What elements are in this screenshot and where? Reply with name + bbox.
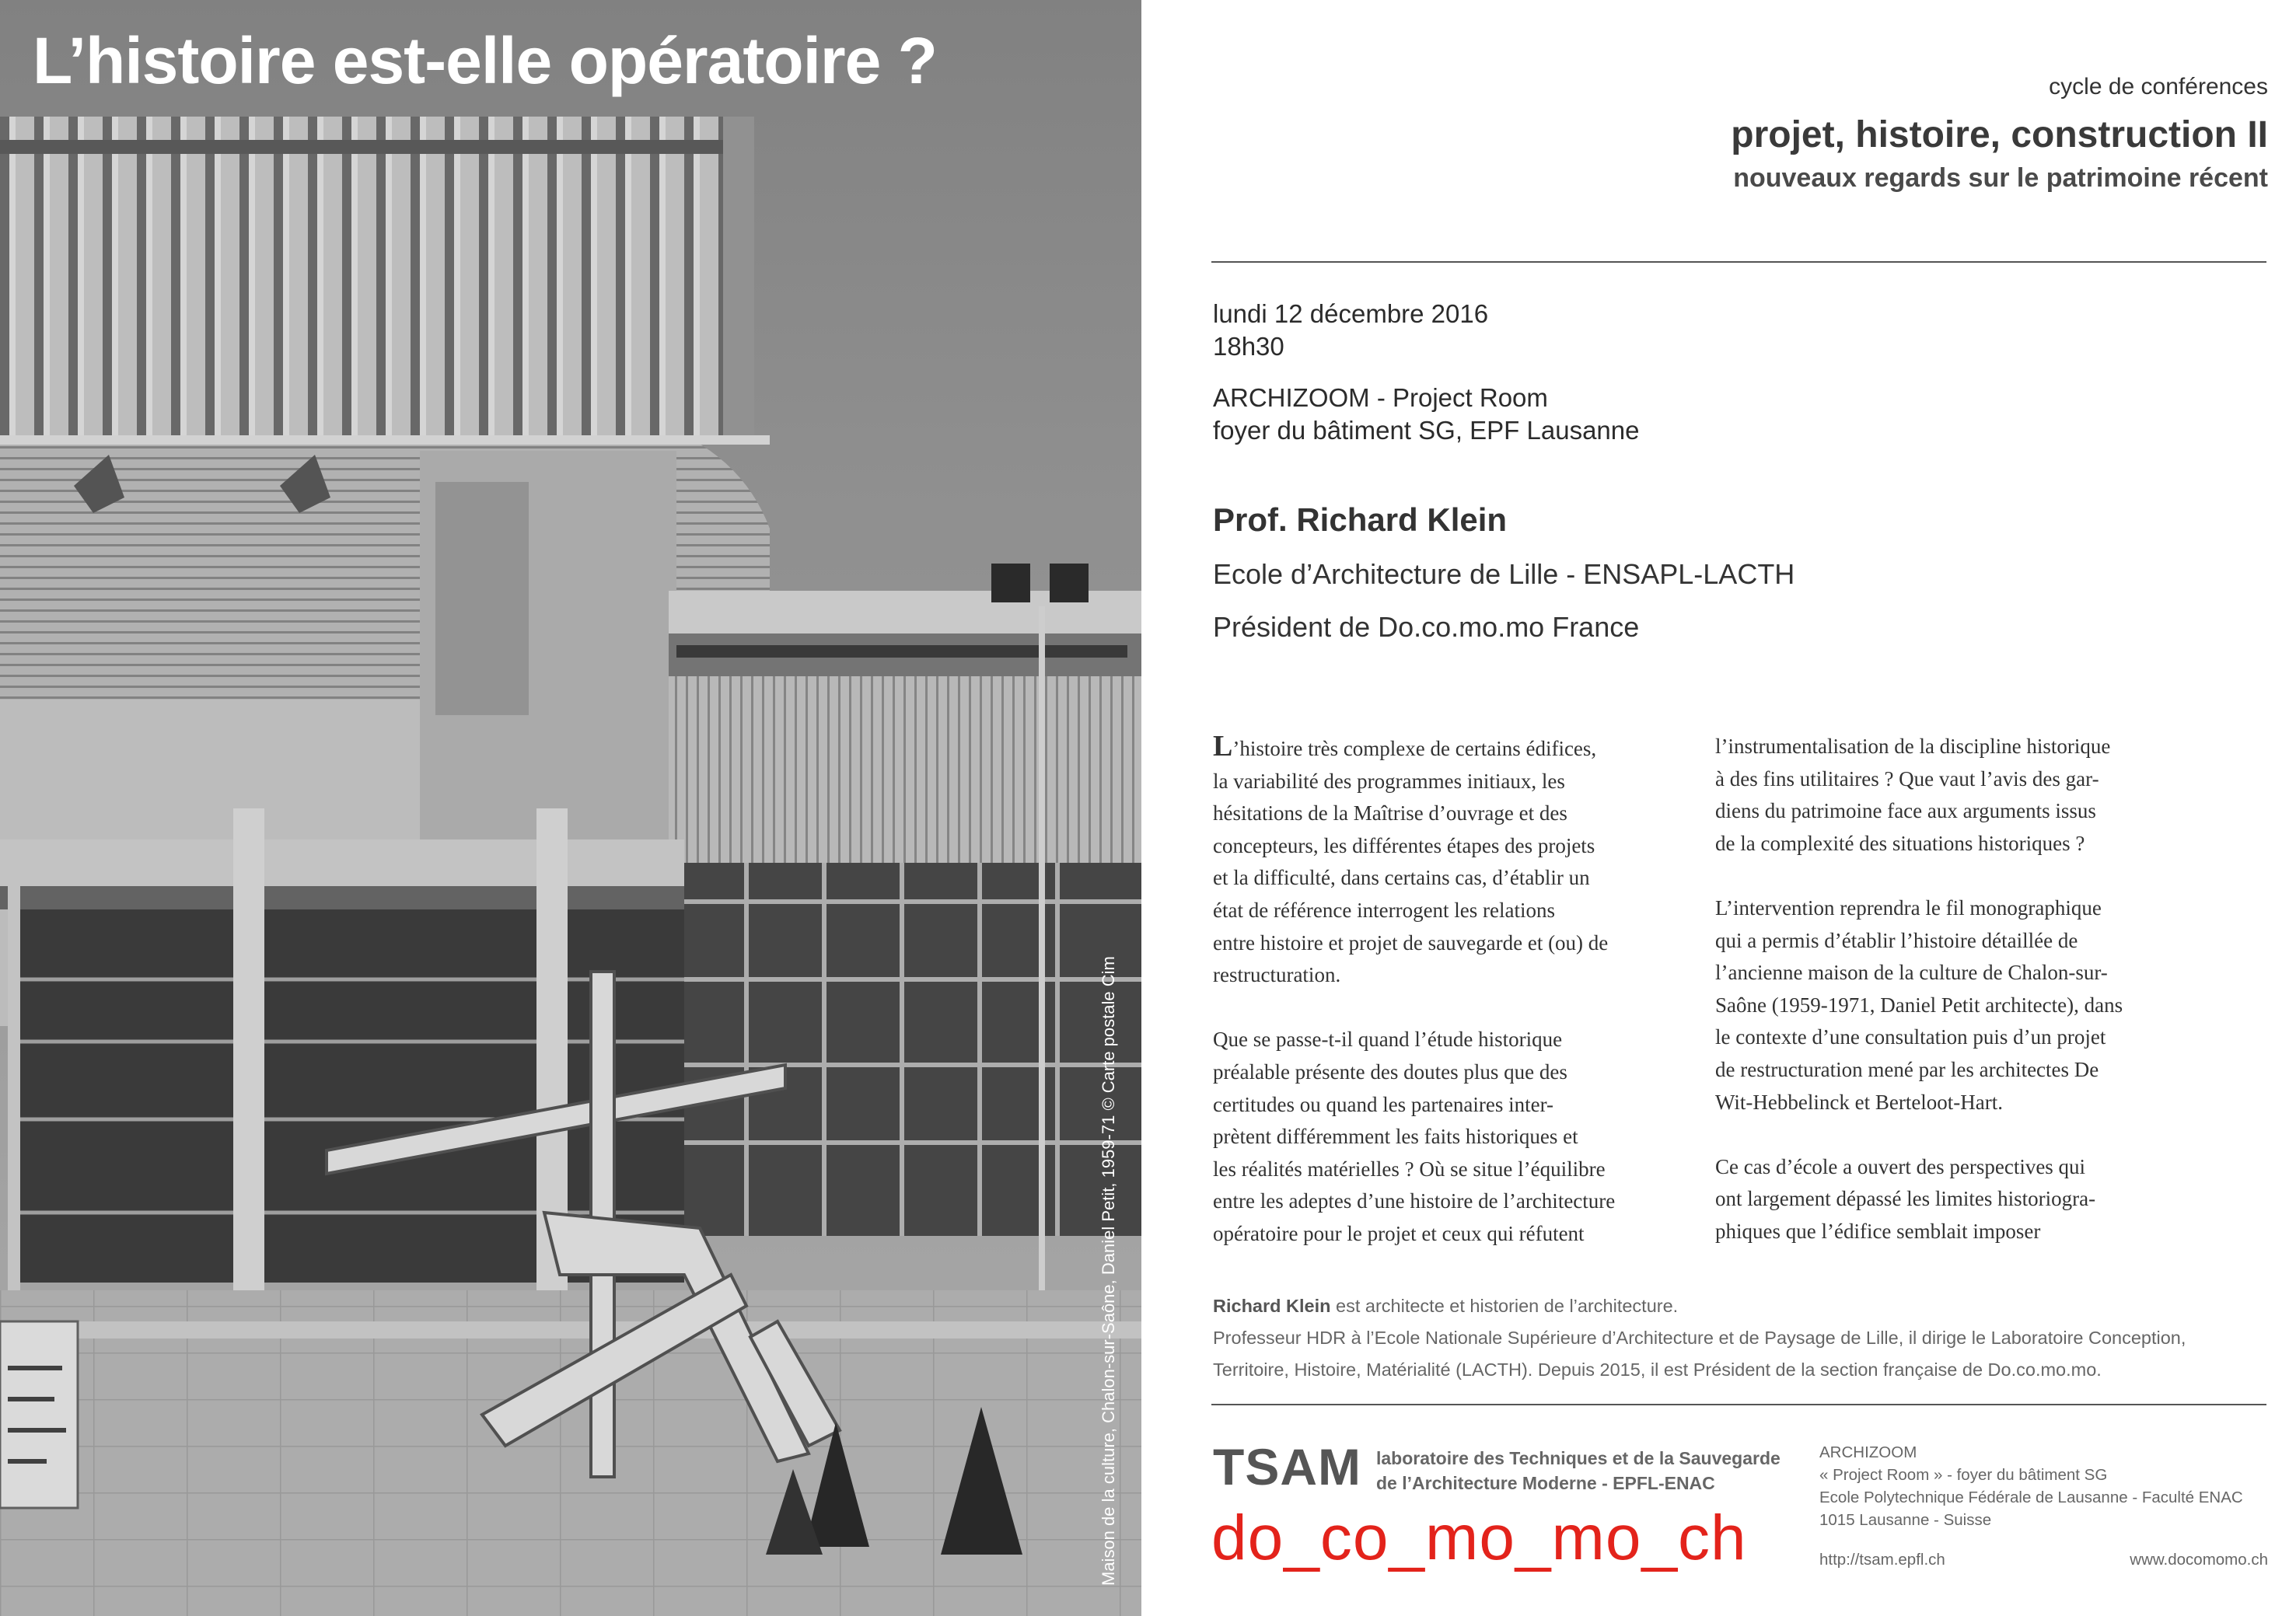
docomomo-logo-text: do_co_mo_mo_ch bbox=[1211, 1508, 1747, 1573]
abstract-paragraph bbox=[1715, 731, 2197, 860]
abstract-line: entre histoire et projet de sauvegarde et (ou) de bbox=[1213, 930, 1609, 955]
tsam-logo: TSAM bbox=[1213, 1438, 1361, 1496]
cycle-label: cycle de conférences bbox=[2049, 74, 2268, 99]
divider-top bbox=[1211, 261, 2266, 263]
tsam-desc-line-2: de l’Architecture Moderne - EPFL-ENAC bbox=[1376, 1473, 1715, 1493]
divider-bottom bbox=[1211, 1404, 2266, 1405]
address-line: Ecole Polytechnique Fédérale de Lausanne - Faculté ENAC bbox=[1819, 1489, 2243, 1506]
abstract-line: ont largement dépassé les limites historiogra- bbox=[1715, 1187, 2096, 1211]
event-venue: ARCHIZOOM - Project Room bbox=[1213, 383, 1548, 412]
abstract-line: prètent différemment les faits historiques et bbox=[1213, 1125, 1578, 1149]
address-line: ARCHIZOOM bbox=[1819, 1443, 1917, 1461]
abstract-line: de la complexité des situations historiques ? bbox=[1715, 831, 2085, 855]
abstract-paragraph bbox=[1715, 1151, 2197, 1248]
poster-title: L’histoire est-elle opératoire ? bbox=[33, 24, 937, 97]
speaker-affiliation: Ecole d’Architecture de Lille - ENSAPL-LACTH bbox=[1213, 558, 1795, 590]
abstract-line: phiques que l’édifice semblait imposer bbox=[1715, 1219, 2041, 1243]
abstract-line: le contexte d’une consultation puis d’un projet bbox=[1715, 1025, 2106, 1049]
speaker-bio bbox=[1213, 1290, 2286, 1386]
event-venue-detail: foyer du bâtiment SG, EPF Lausanne bbox=[1213, 416, 1640, 445]
event-time: 18h30 bbox=[1213, 332, 1284, 361]
info-panel bbox=[1141, 0, 2296, 1616]
building-photo bbox=[0, 0, 1141, 1616]
docomomo-website-link[interactable]: www.docomomo.ch bbox=[2130, 1551, 2268, 1569]
series-subtitle: nouveaux regards sur le patrimoine récent bbox=[1733, 163, 2268, 193]
abstract-line: certitudes ou quand les partenaires inter- bbox=[1213, 1092, 1554, 1116]
abstract-line: L’histoire très complexe de certains édifices, bbox=[1213, 730, 1597, 763]
abstract-line: et la difficulté, dans certains cas, d’établir un bbox=[1213, 866, 1590, 890]
abstract-line: les réalités matérielles ? Où se situe l’équilibre bbox=[1213, 1157, 1606, 1181]
bio-name: Richard Klein bbox=[1213, 1296, 1331, 1316]
docomomo-logo bbox=[1211, 1508, 1771, 1578]
abstract-line: l’instrumentalisation de la discipline historique bbox=[1715, 735, 2111, 758]
abstract-paragraph bbox=[1213, 1024, 1679, 1250]
abstract-line: de restructuration mené par les architectes De bbox=[1715, 1057, 2099, 1081]
abstract-line: opératoire pour le projet et ceux qui réfutent bbox=[1213, 1221, 1585, 1245]
abstract-column-right bbox=[1715, 731, 2197, 1280]
address-line: 1015 Lausanne - Suisse bbox=[1819, 1511, 1992, 1529]
abstract-line: restructuration. bbox=[1213, 963, 1341, 987]
address-line: « Project Room » - foyer du bâtiment SG bbox=[1819, 1466, 2108, 1484]
abstract-line: entre les adeptes d’une histoire de l’architecture bbox=[1213, 1189, 1616, 1213]
abstract-column-left bbox=[1213, 731, 1679, 1283]
abstract-line: la variabilité des programmes initiaux, les bbox=[1213, 769, 1565, 793]
abstract-line: Wit-Hebbelinck et Berteloot-Hart. bbox=[1715, 1090, 2004, 1114]
abstract-paragraph bbox=[1715, 892, 2197, 1119]
abstract-line: Que se passe-t-il quand l’étude historique bbox=[1213, 1028, 1563, 1052]
abstract-line: état de référence interrogent les relations bbox=[1213, 898, 1556, 922]
event-date: lundi 12 décembre 2016 bbox=[1213, 299, 1489, 328]
drop-cap: L bbox=[1213, 730, 1233, 763]
bio-line-1 bbox=[1213, 1290, 2286, 1322]
abstract-line: L’intervention reprendra le fil monographique bbox=[1715, 895, 2102, 920]
speaker-name: Prof. Richard Klein bbox=[1213, 501, 1508, 538]
abstract-line: préalable présente des doutes plus que des bbox=[1213, 1059, 1567, 1084]
abstract-line: Ce cas d’école a ouvert des perspectives qui bbox=[1715, 1154, 2086, 1178]
bio-line-3: Territoire, Histoire, Matérialité (LACTH). Depuis 2015, il est Président de la section française de Do.co.mo.mo. bbox=[1213, 1359, 2102, 1380]
photo-credit: Maison de la culture, Chalon-sur-Saône, Daniel Petit, 1959-71 © Carte postale Cim bbox=[1099, 956, 1118, 1586]
abstract-line: qui a permis d’établir l’histoire détaillée de bbox=[1715, 928, 2078, 952]
tsam-desc-line-1: laboratoire des Techniques et de la Sauvegarde bbox=[1376, 1448, 1781, 1468]
abstract-line: diens du patrimoine face aux arguments issus bbox=[1715, 799, 2096, 823]
tsam-website-link[interactable]: http://tsam.epfl.ch bbox=[1819, 1551, 1945, 1569]
abstract-line: hésitations de la Maîtrise d’ouvrage et des bbox=[1213, 801, 1567, 825]
abstract-paragraph bbox=[1213, 731, 1679, 992]
building-illustration bbox=[0, 0, 1141, 1616]
tsam-description bbox=[1376, 1446, 1781, 1496]
abstract-line: à des fins utilitaires ? Que vaut l’avis des gar- bbox=[1715, 766, 2099, 791]
abstract-line: concepteurs, les différentes étapes des projets bbox=[1213, 833, 1595, 857]
bio-line-1-text: est architecte et historien de l’architecture. bbox=[1330, 1296, 1679, 1316]
speaker-role: Président de Do.co.mo.mo France bbox=[1213, 611, 1640, 643]
abstract-line: Saône (1959-1971, Daniel Petit architecte), dans bbox=[1715, 993, 2123, 1017]
series-title: projet, histoire, construction II bbox=[1731, 114, 2268, 155]
venue-address bbox=[1819, 1441, 2243, 1531]
bio-line-2: Professeur HDR à l’Ecole Nationale Supérieure d’Architecture et de Paysage de Lille, il dirige le Laboratoire Conception, bbox=[1213, 1328, 2186, 1348]
abstract-line: l’ancienne maison de la culture de Chalon-sur- bbox=[1715, 961, 2108, 985]
